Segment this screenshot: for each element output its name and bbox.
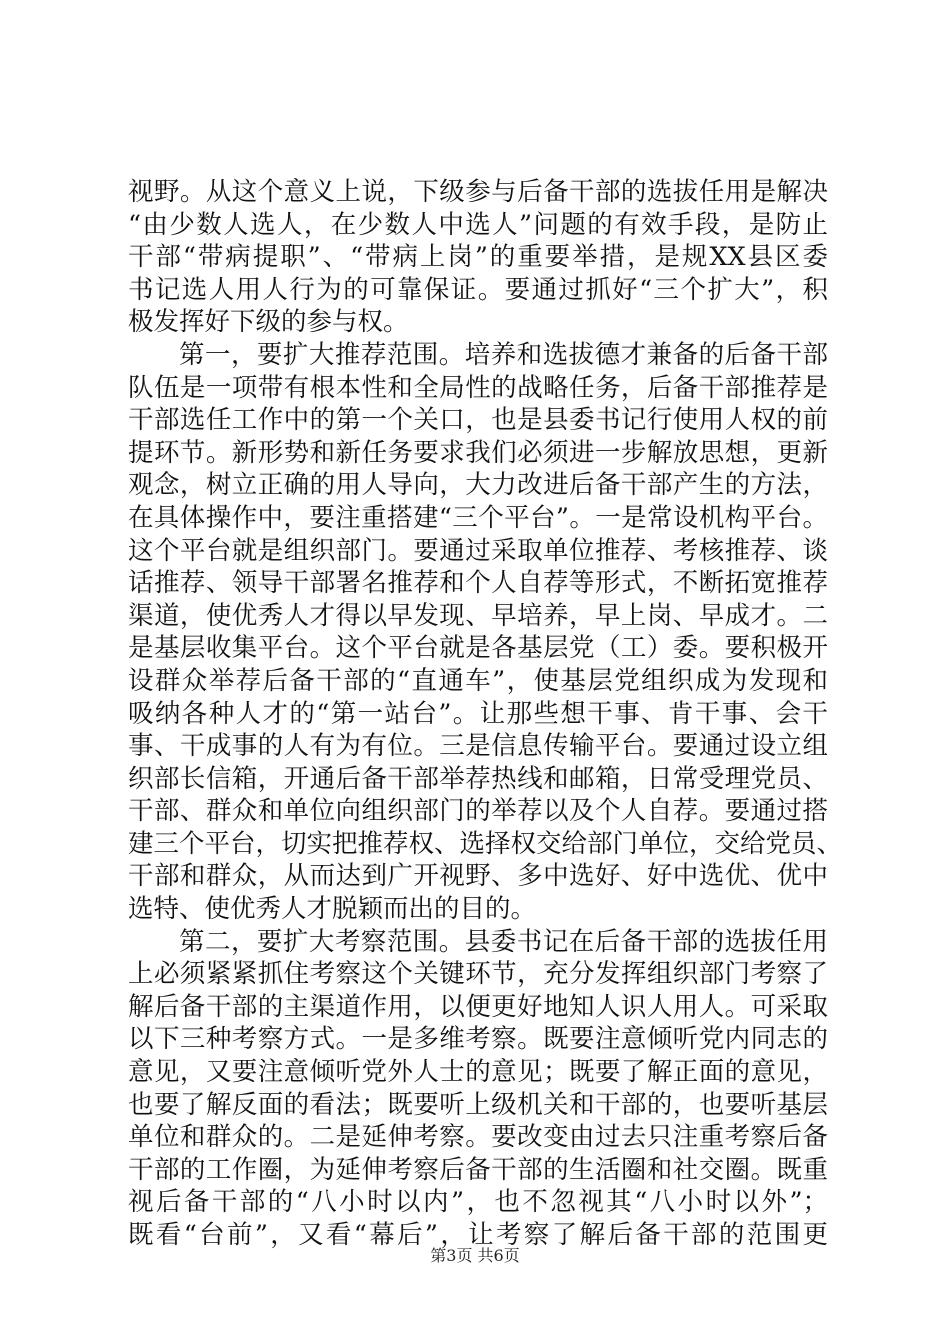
- text-line: “由少数人选人，在少数人中选人”问题的有效手段，是防止: [128, 209, 828, 240]
- text-line: 干部的工作圈，为延伸考察后备干部的生活圈和社交圈。既重: [128, 1154, 828, 1185]
- text-line: 极发挥好下级的参与权。: [128, 307, 409, 338]
- text-line: 解后备干部的主渠道作用，以便更好地知人识人用人。可采取: [128, 991, 828, 1022]
- body-text: [128, 176, 843, 1252]
- text-line: 以下三种考察方式。一是多维考察。既要注意倾听党内同志的: [128, 1024, 828, 1055]
- text-line: 干部和群众，从而达到广开视野、多中选好、好中选优、优中: [128, 861, 828, 892]
- text-line: 干部选任工作中的第一个关口，也是县委书记行使用人权的前: [128, 405, 828, 436]
- text-line: 意见，又要注意倾听党外人士的意见；既要了解正面的意见，: [128, 1057, 828, 1088]
- page-footer: 第3页 共6页: [430, 1246, 520, 1265]
- text-line: 话推荐、领导干部署名推荐和个人自荐等形式，不断拓宽推荐: [128, 568, 828, 599]
- text-line: 渠道，使优秀人才得以早发现、早培养，早上岗、早成才。二: [128, 600, 828, 631]
- text-line: 设群众举荐后备干部的“直通车”，使基层党组织成为发现和: [128, 665, 828, 696]
- text-line: 单位和群众的。二是延伸考察。要改变由过去只注重考察后备: [128, 1122, 828, 1153]
- text-line: 队伍是一项带有根本性和全局性的战略任务，后备干部推荐是: [128, 372, 828, 403]
- text-line: 视后备干部的“八小时以内”，也不忽视其“八小时以外”；: [128, 1187, 828, 1218]
- text-line: 干部、群众和单位向组织部门的举荐以及个人自荐。要通过搭: [128, 796, 828, 827]
- text-line: 上必须紧紧抓住考察这个关键环节，充分发挥组织部门考察了: [128, 959, 828, 990]
- text-line: 吸纳各种人才的“第一站台”。让那些想干事、肯干事、会干: [128, 698, 828, 729]
- text-line: 事、干成事的人有为有位。三是信息传输平台。要通过设立组: [128, 731, 828, 762]
- text-line: 视野。从这个意义上说，下级参与后备干部的选拔任用是解决: [128, 177, 828, 207]
- text-line: 干部“带病提职”、“带病上岗”的重要举措，是规XX县区委: [128, 242, 828, 273]
- text-line: 建三个平台，切实把推荐权、选择权交给部门单位，交给党员、: [128, 828, 843, 859]
- text-line: 既看“台前”，又看“幕后”，让考察了解后备干部的范围更: [128, 1220, 828, 1250]
- text-line: 第一，要扩大推荐范围。培养和选拔德才兼备的后备干部: [179, 339, 828, 370]
- text-line: 第二，要扩大考察范围。县委书记在后备干部的选拔任用: [179, 926, 828, 957]
- text-line: 观念，树立正确的用人导向，大力改进后备干部产生的方法，: [128, 470, 828, 501]
- text-line: 选特、使优秀人才脱颖而出的目的。: [128, 894, 537, 925]
- text-line: 是基层收集平台。这个平台就是各基层党（工）委。要积极开: [128, 633, 828, 664]
- text-line: 在具体操作中，要注重搭建“三个平台”。一是常设机构平台。: [128, 502, 828, 533]
- text-line: 书记选人用人行为的可靠保证。要通过抓好“三个扩大”，积: [128, 274, 828, 305]
- text-line: 这个平台就是组织部门。要通过采取单位推荐、考核推荐、谈: [128, 535, 828, 566]
- text-line: 提环节。新形势和新任务要求我们必须进一步解放思想，更新: [128, 437, 828, 468]
- text-line: 也要了解反面的看法；既要听上级机关和干部的，也要听基层: [128, 1089, 828, 1120]
- text-line: 织部长信箱，开通后备干部举荐热线和邮箱，日常受理党员、: [128, 763, 828, 794]
